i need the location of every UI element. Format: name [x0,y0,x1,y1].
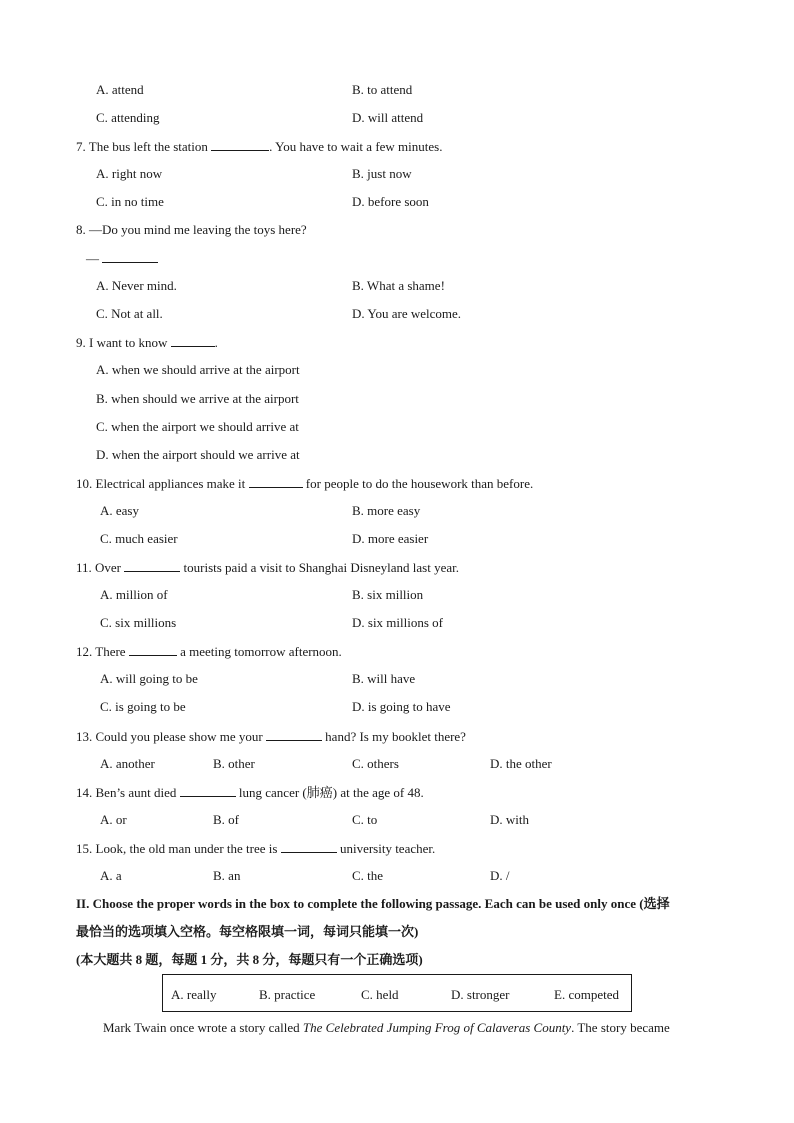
word-box-item-e: E. competed [554,987,619,1002]
q14-text-post: lung cancer (肺癌) at the age of 48. [238,785,424,800]
q11-option-a: A. million of [100,587,168,602]
q15-option-b: B. an [213,868,241,883]
q13-option-a: A. another [100,756,155,771]
q13-text-pre: 13. Could you please show me your [76,729,263,744]
word-box-item-a: A. really [171,987,217,1002]
q8-blank [102,250,158,263]
q14-blank [180,784,236,797]
word-box-item-b: B. practice [259,987,316,1002]
word-box [162,974,632,1012]
q7-text-post: . You have to wait a few minutes. [269,139,443,154]
q15-option-c: C. the [352,868,384,883]
q6-option-a: A. attend [96,82,144,97]
q10-option-c: C. much easier [100,531,178,546]
q11-blank [124,559,180,572]
q8-option-a: A. Never mind. [96,278,177,293]
q7-option-d: D. before soon [352,194,429,209]
q11-text-pre: 11. Over [76,560,122,575]
q9-text-pre: 9. I want to know [76,335,168,350]
q9-option-d: D. when the airport should we arrive at [96,447,300,462]
q13-option-c: C. others [352,756,399,771]
q15-option-d: D. / [490,868,510,883]
q9-stem [76,334,218,351]
q13-option-d: D. the other [490,756,552,771]
q14-stem [76,784,424,801]
q10-text-pre: 10. Electrical appliances make it [76,476,246,491]
q8-reply [86,250,158,267]
q10-text-post: for people to do the housework than before. [305,476,534,491]
q8-option-b: B. What a shame! [352,278,445,293]
passage-text-post: . The story became [571,1020,670,1035]
q11-stem [76,559,459,576]
q8-reply-dash: — [86,251,99,266]
q10-stem [76,475,533,492]
q9-text-post: . [214,335,218,350]
q12-option-c: C. is going to be [100,699,186,714]
q15-option-a: A. a [100,868,122,883]
q8-option-d: D. You are welcome. [352,306,462,321]
q13-text-post: hand? Is my booklet there? [325,729,466,744]
q13-blank [266,728,322,741]
section-2-heading-line-2: 最恰当的选项填入空格。每空格限填一词，每词只能填一次) [76,924,419,939]
q12-option-d: D. is going to have [352,699,451,714]
q9-option-c: C. when the airport we should arrive at [96,419,299,434]
q15-stem [76,840,435,857]
q9-option-b: B. when should we arrive at the airport [96,391,299,406]
q7-blank [211,138,269,151]
q10-option-d: D. more easier [352,531,429,546]
section-2-scoring-note: (本大题共 8 题，每题 1 分，共 8 分，每题只有一个正确选项) [76,952,423,967]
q14-option-b: B. of [213,812,239,827]
q6-option-d: D. will attend [352,110,424,125]
q6-option-c: C. attending [96,110,160,125]
q10-option-b: B. more easy [352,503,421,518]
q6-option-b: B. to attend [352,82,413,97]
passage-text-pre: Mark Twain once wrote a story called [103,1020,303,1035]
q7-text-pre: 7. The bus left the station [76,139,208,154]
q7-option-a: A. right now [96,166,163,181]
q12-text-post: a meeting tomorrow afternoon. [180,644,342,659]
q11-text-post: tourists paid a visit to Shanghai Disneyland last year. [183,560,460,575]
q15-text-post: university teacher. [339,841,436,856]
q10-blank [249,475,303,488]
q7-option-c: C. in no time [96,194,164,209]
q12-blank [129,643,177,656]
q9-option-a: A. when we should arrive at the airport [96,362,300,377]
q14-text-pre: 14. Ben’s aunt died [76,785,177,800]
passage-story-title: The Celebrated Jumping Frog of Calaveras County [302,1020,572,1035]
passage-first-line [103,1020,670,1036]
q8-option-c: C. Not at all. [96,306,163,321]
q11-option-c: C. six millions [100,615,177,630]
q11-option-b: B. six million [352,587,424,602]
q14-option-a: A. or [100,812,127,827]
section-2-heading-line-1: II. Choose the proper words in the box to complete the following passage. Each can be used only once (选择 [76,896,670,911]
word-box-item-d: D. stronger [451,987,510,1002]
q12-option-b: B. will have [352,671,416,686]
q9-blank [171,334,215,347]
q15-blank [281,840,337,853]
q7-stem [76,138,442,155]
q7-option-b: B. just now [352,166,412,181]
q15-text-pre: 15. Look, the old man under the tree is [76,841,278,856]
q10-option-a: A. easy [100,503,139,518]
q13-option-b: B. other [213,756,255,771]
q12-stem [76,643,342,660]
q13-stem [76,728,466,745]
word-box-item-c: C. held [361,987,399,1002]
q14-option-d: D. with [490,812,529,827]
q11-option-d: D. six millions of [352,615,444,630]
q14-option-c: C. to [352,812,378,827]
q12-option-a: A. will going to be [100,671,198,686]
q12-text-pre: 12. There [76,644,126,659]
q8-stem: 8. —Do you mind me leaving the toys here? [76,222,307,237]
